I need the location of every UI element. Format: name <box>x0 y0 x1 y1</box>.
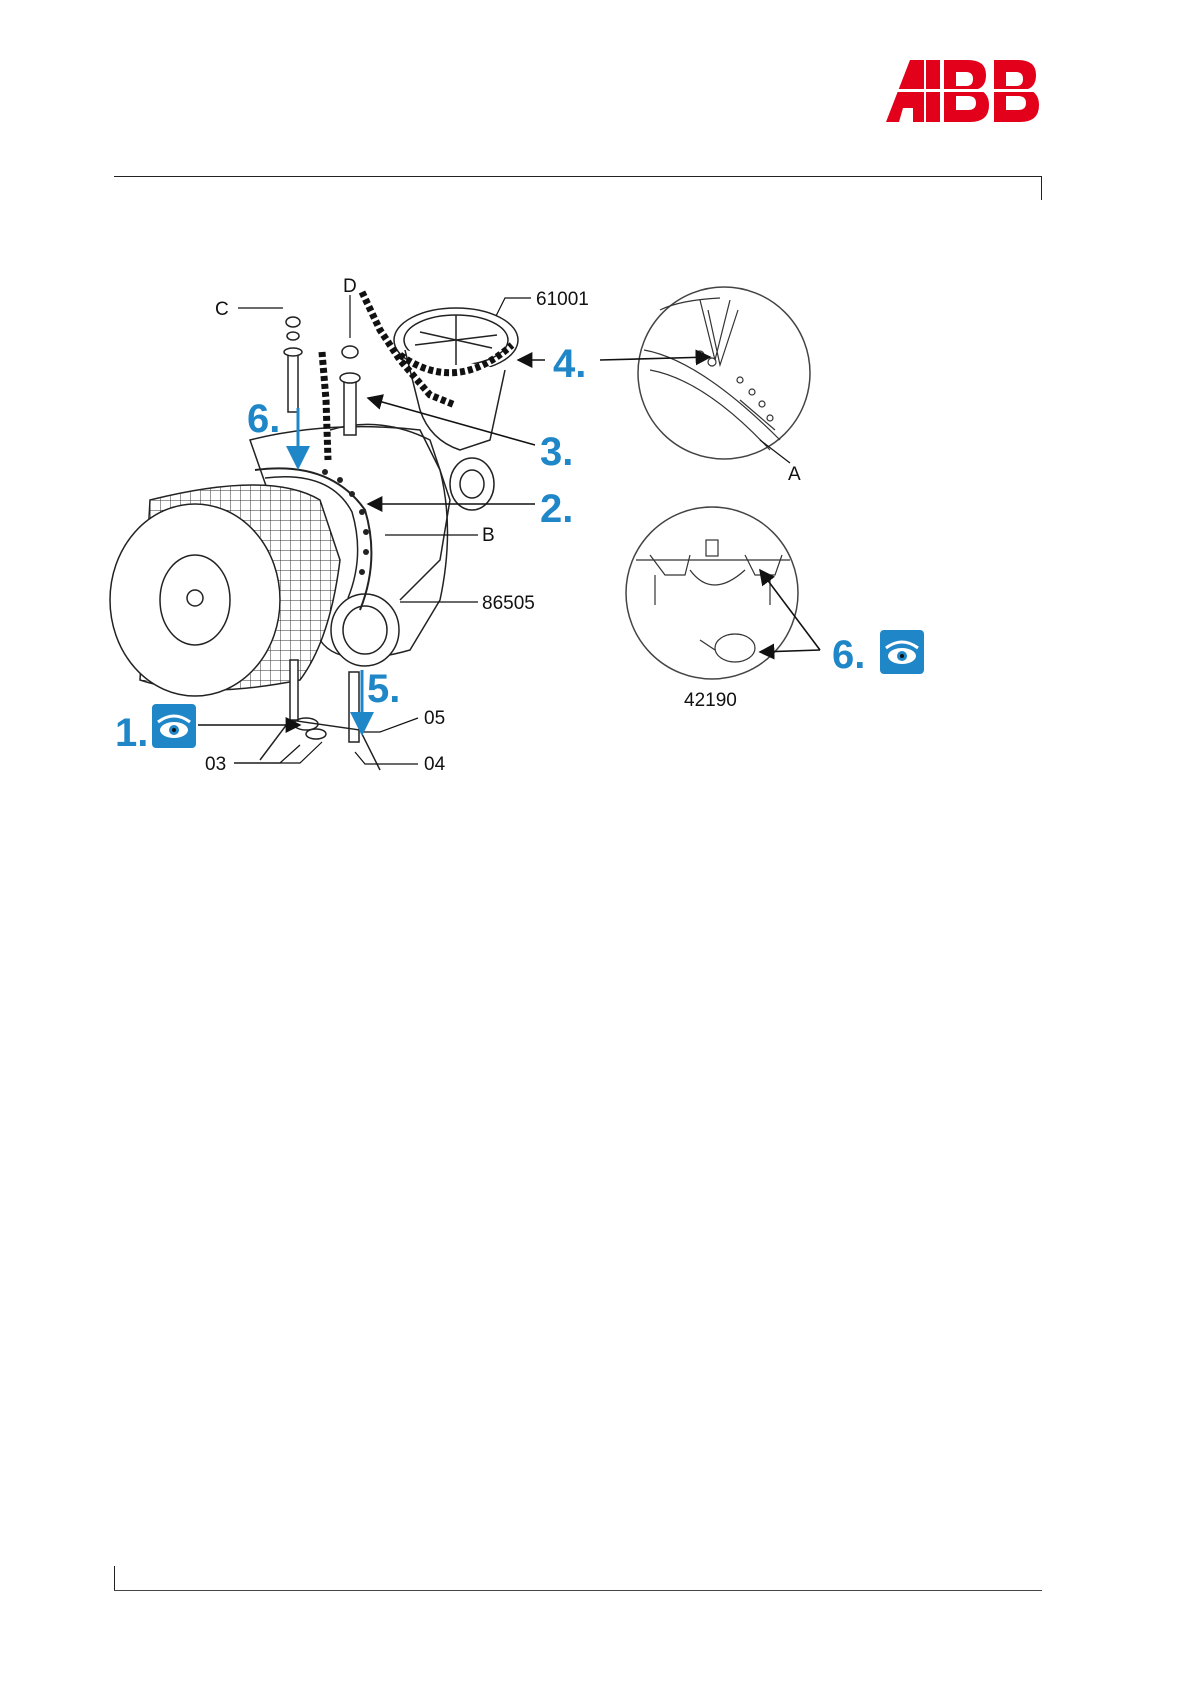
label-42190: 42190 <box>684 690 737 711</box>
eye-icon <box>152 704 196 748</box>
label-b: B <box>482 525 495 546</box>
footer-rule <box>114 1590 1042 1591</box>
label-61001: 61001 <box>536 289 589 310</box>
step-6-main: 6. <box>247 397 281 441</box>
leader-05 <box>362 718 418 732</box>
label-c: C <box>215 299 229 320</box>
leader-04 <box>355 752 418 764</box>
step-5: 5. <box>367 667 401 711</box>
label-a: A <box>788 464 801 485</box>
step-4: 4. <box>553 342 587 386</box>
label-03: 03 <box>205 754 227 775</box>
detail-view-6 <box>626 507 798 679</box>
step-2: 2. <box>540 487 574 531</box>
eye-icon <box>880 630 924 674</box>
leader-61001 <box>496 298 531 316</box>
leader-03a <box>234 745 300 763</box>
step-6-detail: 6. <box>832 633 866 677</box>
assembly-figure <box>0 0 1191 800</box>
step-3: 3. <box>540 430 574 474</box>
label-04: 04 <box>424 754 446 775</box>
leader-a <box>760 440 790 463</box>
label-86505: 86505 <box>482 593 535 614</box>
label-d: D <box>343 276 357 297</box>
detail-view-a <box>638 287 810 459</box>
step-1: 1. <box>115 711 149 755</box>
turbocharger-drawing <box>110 292 518 770</box>
label-05: 05 <box>424 708 446 729</box>
leader-03b <box>234 742 322 763</box>
footer-rule-tick <box>114 1566 115 1590</box>
